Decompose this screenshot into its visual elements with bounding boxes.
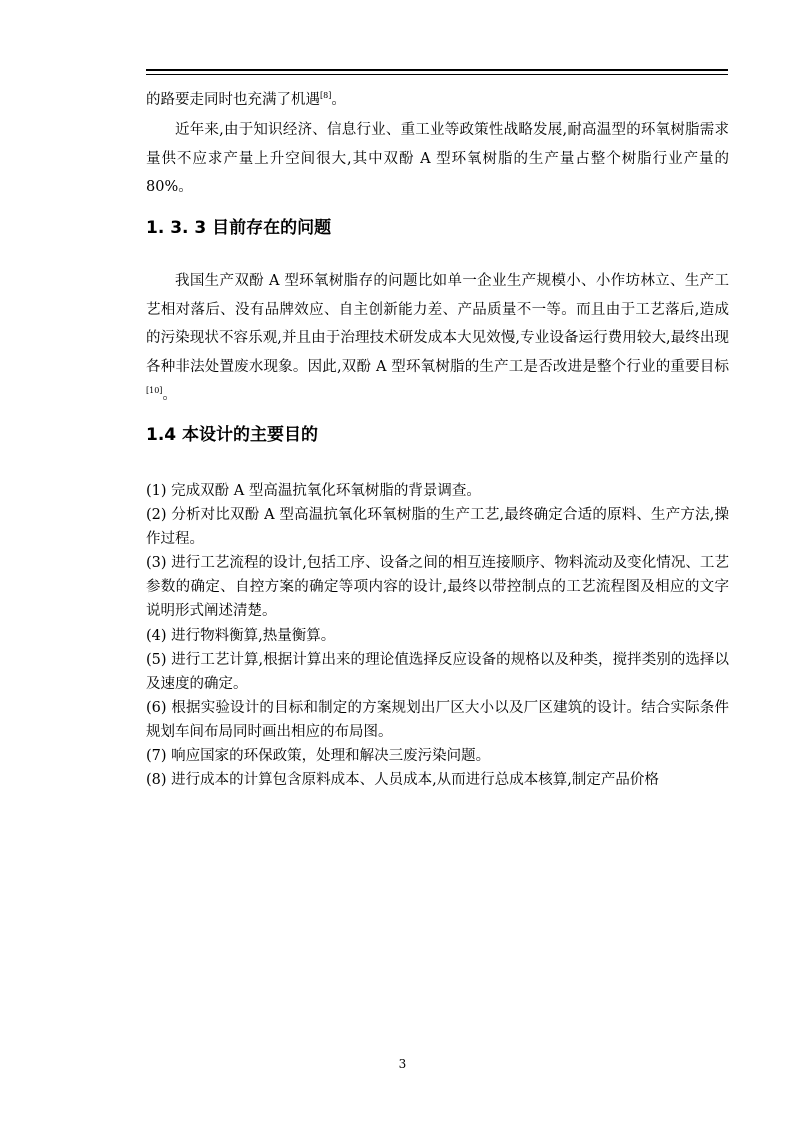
list-item: (4) 进行物料衡算,热量衡算。	[146, 627, 336, 644]
list-item: (7) 响应国家的环保政策，处理和解决三废污染问题。	[146, 748, 491, 765]
paragraph-market: 近年来,由于知识经济、信息行业、重工业等政策性战略发展,耐高温型的环氧树脂需求量供不应求产量上升空间很大,其中双酚 A 型环氧树脂的生产量占整个树脂行业产量的 80%。	[146, 122, 729, 196]
list-item: (6) 根据实验设计的目标和制定的方案规划出厂区大小以及厂区建筑的设计。结合实际条件规划车间布局同时画出相应的布局图。	[146, 699, 729, 740]
paragraph-text: 的路要走同时也充满了机遇	[146, 92, 320, 108]
page-number: 3	[398, 1057, 407, 1071]
list-item: (3) 进行工艺流程的设计,包括工序、设备之间的相互连接顺序、物料流动及变化情况、工艺参数的确定、自控方案的确定等项内容的设计,最终以带控制点的工艺流程图及相应的文字说明形式阐述清楚。	[146, 555, 729, 620]
paragraph-end: 。	[162, 387, 177, 404]
paragraph-end: 。	[331, 92, 346, 108]
header-rule-thin	[146, 74, 728, 75]
citation: [10]	[146, 386, 163, 396]
paragraph-text: 我国生产双酚 A 型环氧树脂存的问题比如单一企业生产规模小、小作坊林立、生产工艺相对落后、没有品牌效应、自主创新能力差、产品质量不一等。而且由于工艺落后,造成的污染现状不容乐观,并且由于治理技术研发成本大见效慢,专业设备运行费用较大,最终出现各种非法处置废水现象。因此,双酚 A 型环氧树脂的生产工是否改进是整个行业的重要目标	[146, 273, 729, 375]
citation: [8]	[320, 91, 332, 100]
list-item: (2) 分析对比双酚 A 型高温抗氧化环氧树脂的生产工艺,最终确定合适的原料、生产方法,操作过程。	[146, 507, 729, 548]
section-heading-1-4: 1.4 本设计的主要目的	[146, 425, 319, 445]
header-rule-thick	[146, 69, 728, 71]
list-item: (1) 完成双酚 A 型高温抗氧化环氧树脂的背景调查。	[146, 483, 481, 499]
objectives-list	[146, 479, 729, 792]
paragraph-problems	[146, 267, 729, 410]
section-heading-1-3-3: 1. 3. 3 目前存在的问题	[146, 218, 332, 238]
paragraph-continuation	[146, 86, 729, 115]
list-item: (8) 进行成本的计算包含原料成本、人员成本,从而进行总成本核算,制定产品价格	[146, 772, 659, 789]
list-item: (5) 进行工艺计算,根据计算出来的理论值选择反应设备的规格以及种类，搅拌类别的选择以及速度的确定。	[146, 651, 729, 692]
